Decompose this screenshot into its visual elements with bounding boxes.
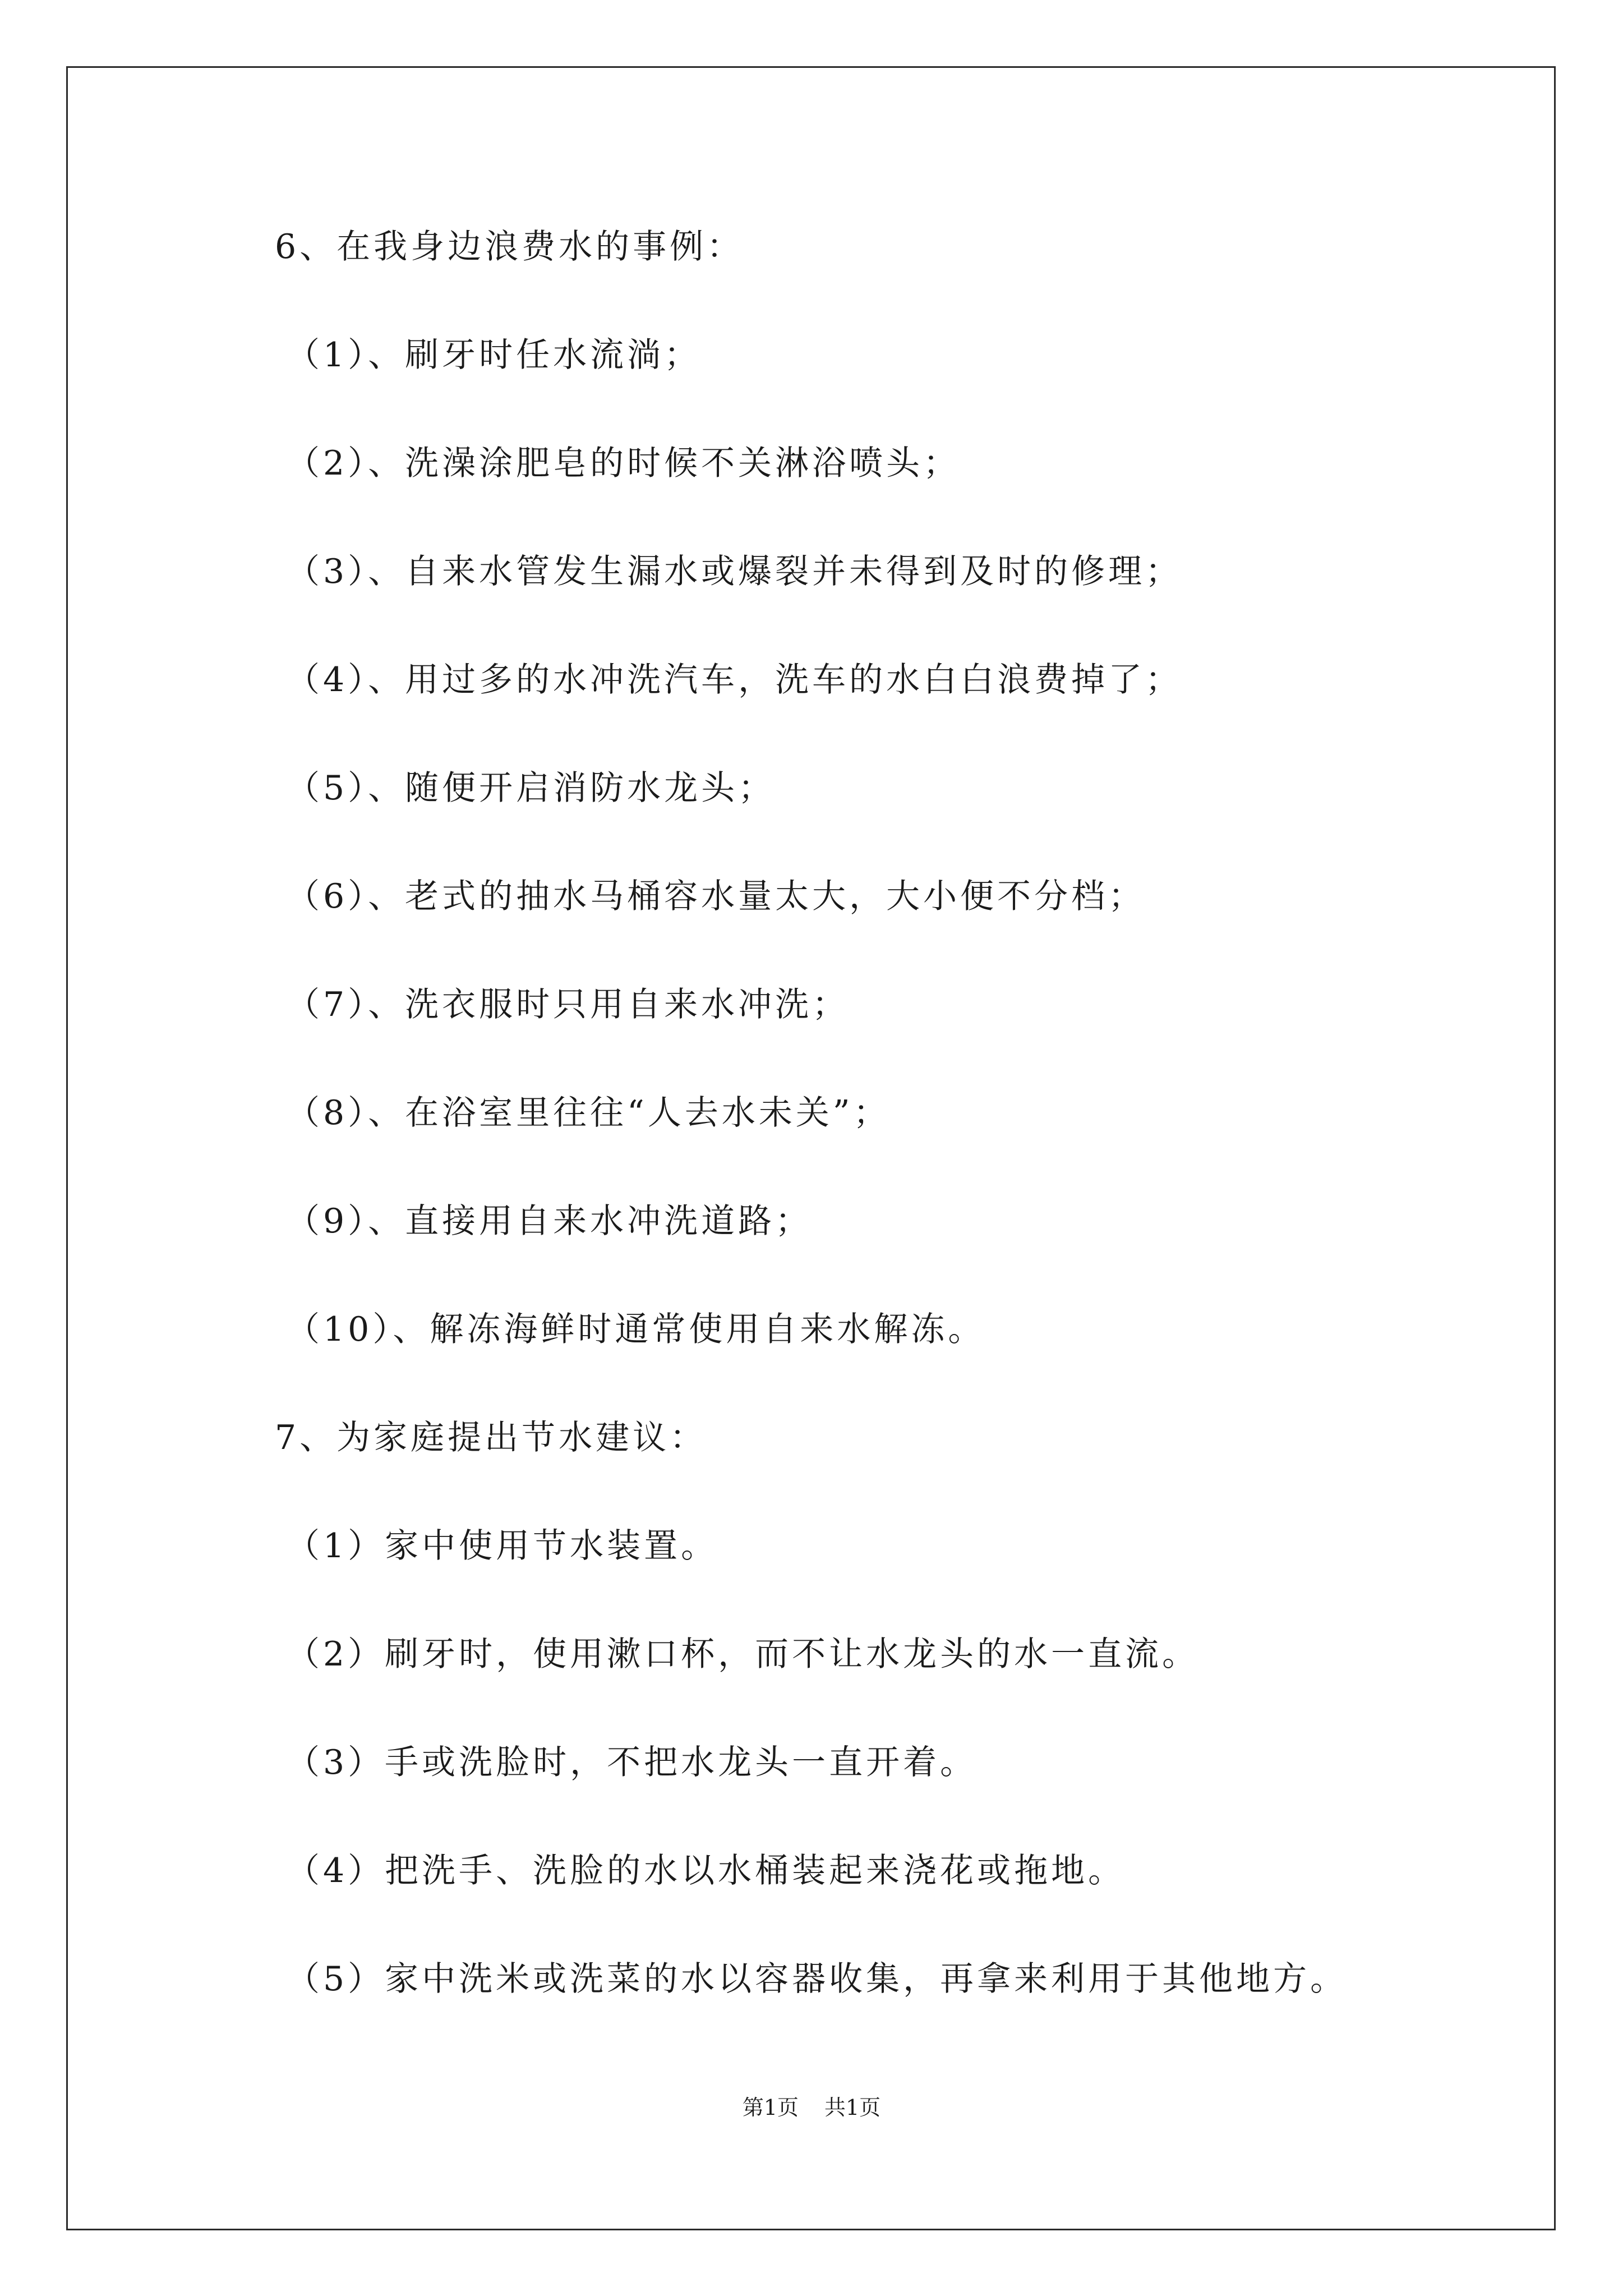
list-item: （8）、在浴室里往往“人去水未关”； xyxy=(286,1093,891,1133)
list-item: （1）、刷牙时任水流淌； xyxy=(286,335,702,375)
list-item: （1）家中使用节水装置。 xyxy=(286,1526,718,1566)
list-item: （2）刷牙时，使用漱口杯，而不让水龙头的水一直流。 xyxy=(286,1635,1200,1674)
list-item: （3）、自来水管发生漏水或爆裂并未得到及时的修理； xyxy=(286,552,1183,591)
list-item: （5）、随便开启消防水龙头； xyxy=(286,769,776,808)
list-item: （3）手或洗脸时，不把水龙头一直开着。 xyxy=(286,1743,978,1782)
list-item: （5）家中洗米或洗菜的水以容器收集，再拿来利用于其他地方。 xyxy=(286,1959,1348,1999)
list-item: （4）把洗手、洗脸的水以水桶装起来浇花或拖地。 xyxy=(286,1851,1126,1890)
list-item: （10）、解冻海鲜时通常使用自来水解冻。 xyxy=(286,1310,985,1349)
section-heading-saving-suggestions: 7、为家庭提出节水建议： xyxy=(275,1418,707,1457)
list-item: （7）、洗衣服时只用自来水冲洗； xyxy=(286,985,850,1024)
page-border xyxy=(66,66,1556,2230)
page-number-total: 共1页 xyxy=(824,2095,881,2120)
section-heading-waste-examples: 6、在我身边浪费水的事例： xyxy=(275,227,744,266)
page-number-current: 第1页 xyxy=(742,2095,799,2120)
page-footer xyxy=(0,2093,1623,2122)
list-item: （4）、用过多的水冲洗汽车，洗车的水白白浪费掉了； xyxy=(286,660,1183,700)
list-item: （9）、直接用自来水冲洗道路； xyxy=(286,1202,813,1241)
list-item: （6）、老式的抽水马桶容水量太大，大小便不分档； xyxy=(286,877,1146,916)
list-item: （2）、洗澡涂肥皂的时候不关淋浴喷头； xyxy=(286,444,961,483)
